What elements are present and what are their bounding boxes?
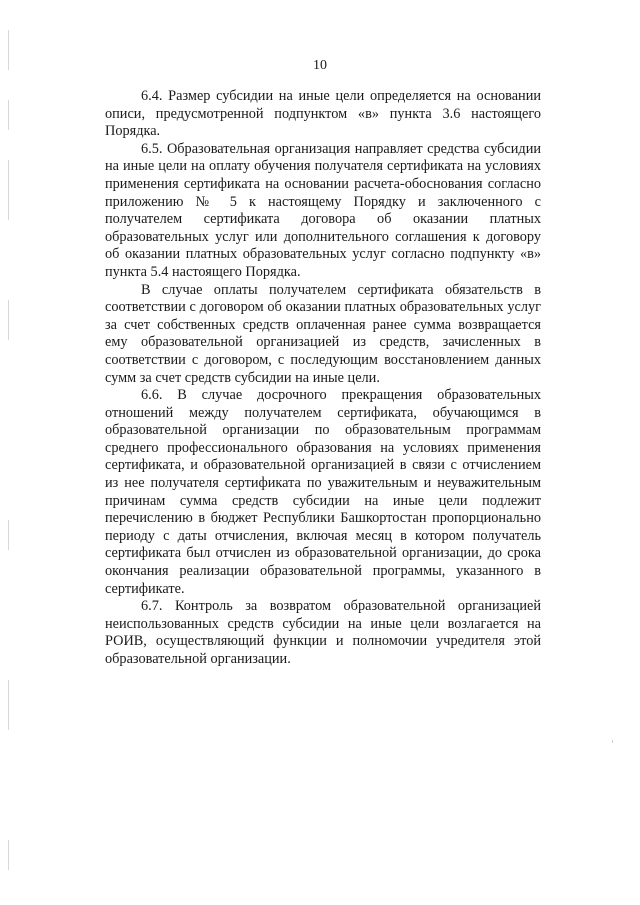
scan-margin-mark: [8, 160, 9, 220]
scan-margin-mark: [8, 520, 9, 550]
paragraph-6-5: 6.5. Образовательная организация направляет средства субсидии на иные цели на оплату обучения получателя сертификата на условиях применения сертификата на основании расчета-обоснования согласно приложению № 5 к настоящему Порядку и заключенного с получателем сертификата договора об оказании платных образовательных услуг или дополнительного соглашения к договору об оказании платных образовательных услуг согласно подпункту «в» пункта 5.4 настоящего Порядка.: [105, 140, 541, 280]
paragraph-refund: В случае оплаты получателем сертификата обязательств в соответствии с договором об оказании платных образовательных услуг за счет собственных средств оплаченная ранее сумма возвращается ему образовательной организацией из средств, зачисленных в соответствии с договором, с последующим восстановлением данных сумм за счет средств субсидии на иные цели.: [105, 281, 541, 386]
paragraph-6-7: 6.7. Контроль за возвратом образовательной организацией неиспользованных средств субсидии на иные цели возлагается на РОИВ, осуществляющий функции и полномочии учредителя этой образовательной организации.: [105, 598, 541, 667]
scan-artifact: [612, 740, 613, 743]
scan-margin-mark: [8, 840, 9, 870]
paragraph-6-4: 6.4. Размер субсидии на иные цели определяется на основании описи, предусмотренной подпунктом «в» пункта 3.6 настоящего Порядка.: [105, 88, 541, 140]
scan-margin-mark: [8, 300, 9, 340]
scan-margin-mark: [8, 680, 9, 730]
paragraph-6-6: 6.6. В случае досрочного прекращения образовательных отношений между получателем сертификата, обучающимся в образовательной организации по образовательным программам среднего профессионального образования на условиях применения сертификата, и образовательной организацией в связи с отчислением из нее получателя сертификата по уважительным и неуважительным причинам сумма средств субсидии на иные цели подлежит перечислению в бюджет Республики Башкортостан пропорционально периоду с даты отчисления, включая месяц в котором получатель сертификата был отчислен из образовательной организации, до срока окончания реализации образовательной программы, указанного в сертификате.: [105, 387, 541, 597]
page-number: 10: [313, 58, 327, 73]
document-body: [105, 88, 541, 669]
scan-margin-mark: [8, 100, 9, 130]
